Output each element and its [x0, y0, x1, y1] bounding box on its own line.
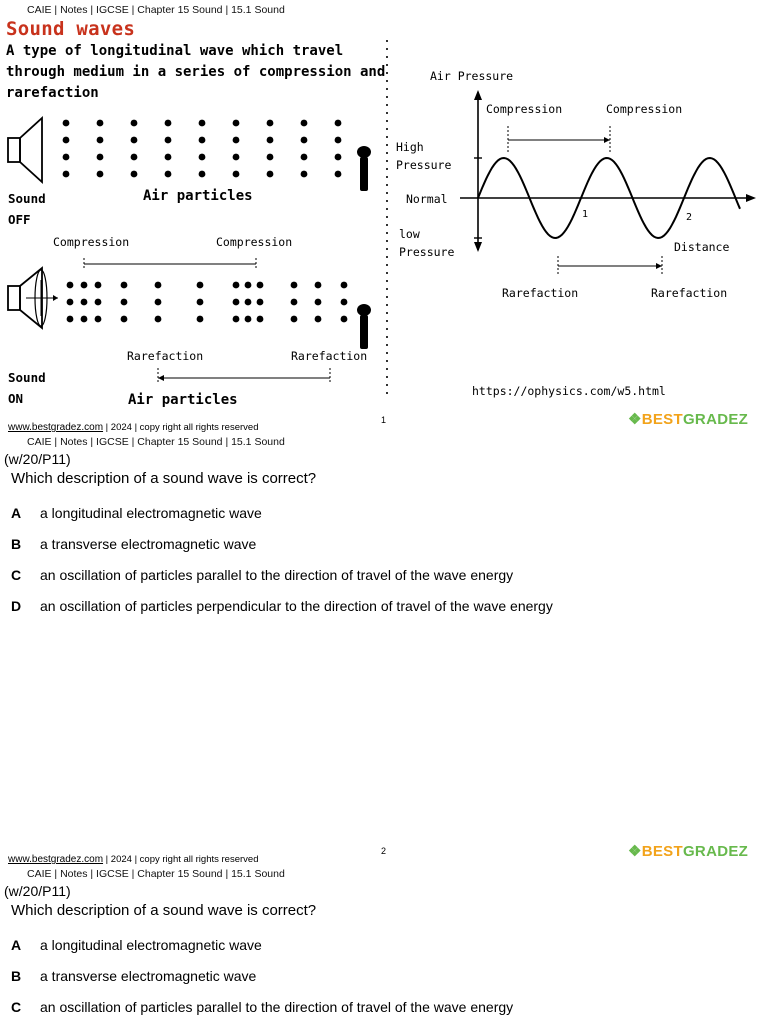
option-d-letter: D	[11, 598, 22, 614]
option-b-letter-3: B	[11, 968, 22, 984]
air-particle	[315, 316, 322, 323]
air-particle	[121, 282, 128, 289]
page2-footer	[8, 849, 258, 867]
footer-copyright-2: | 2024 | copy right all rights reserved	[103, 854, 259, 865]
air-particle	[291, 282, 298, 289]
air-particle	[131, 120, 138, 127]
air-particle	[199, 171, 206, 178]
page-title: Sound waves	[6, 18, 136, 40]
particles-off	[63, 120, 342, 178]
air-particle	[257, 299, 264, 306]
air-particle	[267, 137, 274, 144]
page-number-1: 1	[381, 415, 387, 425]
air-particle	[291, 316, 298, 323]
page-number-2: 2	[381, 846, 387, 856]
option-a-letter: A	[11, 505, 22, 521]
air-particle	[301, 171, 308, 178]
option-c-letter-3: C	[11, 999, 22, 1015]
air-particle	[97, 171, 104, 178]
speaker-on-icon	[8, 268, 58, 328]
air-particle	[63, 120, 70, 127]
air-particle	[245, 299, 252, 306]
air-particle	[97, 120, 104, 127]
option-b-text-3[interactable]: a transverse electromagnetic wave	[40, 968, 257, 984]
air-particle	[233, 154, 240, 161]
air-particle	[245, 316, 252, 323]
air-particles-label-top: Air particles	[143, 188, 253, 204]
air-particle	[131, 171, 138, 178]
air-particle	[95, 316, 102, 323]
wave-rarefaction-label-1: Rarefaction	[502, 286, 579, 300]
air-particle	[233, 137, 240, 144]
air-particle	[315, 299, 322, 306]
longitudinal-diagram	[0, 110, 384, 410]
air-particle	[315, 282, 322, 289]
air-particle	[63, 137, 70, 144]
air-particle	[233, 299, 240, 306]
normal-label: Normal	[406, 192, 448, 206]
page3-header: CAIE | Notes | IGCSE | Chapter 15 Sound | 15.1 Sound	[27, 868, 285, 880]
air-particle	[197, 299, 204, 306]
footer-site-link-2[interactable]: www.bestgradez.com	[8, 854, 104, 865]
question-text: Which description of a sound wave is correct?	[11, 470, 317, 487]
distance-axis-label: Distance	[674, 240, 730, 254]
air-particle	[301, 120, 308, 127]
microphone-bottom-icon	[357, 304, 371, 349]
sound-off-label-2: OFF	[8, 212, 31, 227]
particles-on	[67, 282, 348, 323]
high-pressure-label-2: Pressure	[396, 158, 452, 172]
air-particle	[63, 154, 70, 161]
bestgradez-logo-2: ❖BESTGRADEZ	[628, 843, 749, 860]
wave-marker-2: 2	[686, 212, 693, 223]
air-particle	[335, 137, 342, 144]
air-particle	[335, 171, 342, 178]
air-particle	[121, 299, 128, 306]
air-particle	[67, 282, 74, 289]
low-pressure-label-1: low	[399, 227, 420, 241]
sound-on-label-1: Sound	[8, 370, 46, 385]
air-particle	[257, 316, 264, 323]
air-particle	[81, 282, 88, 289]
logo-mark-icon-2: ❖	[628, 843, 642, 860]
air-particle	[335, 154, 342, 161]
air-pressure-axis-label: Air Pressure	[430, 69, 514, 83]
sound-off-label-1: Sound	[8, 191, 46, 206]
logo-mark-icon: ❖	[628, 411, 642, 428]
air-particles-label-bottom: Air particles	[128, 392, 238, 408]
option-c-text-3[interactable]: an oscillation of particles parallel to the direction of travel of the wave energy	[40, 999, 514, 1015]
option-a-text-3[interactable]: a longitudinal electromagnetic wave	[40, 937, 262, 953]
air-particle	[267, 120, 274, 127]
air-particle	[165, 137, 172, 144]
low-pressure-label-2: Pressure	[399, 245, 455, 259]
option-b-letter: B	[11, 536, 22, 552]
air-particle	[155, 282, 162, 289]
air-particle	[233, 120, 240, 127]
compression-label-2: Compression	[216, 235, 293, 249]
option-c-text[interactable]: an oscillation of particles parallel to the direction of travel of the wave energy	[40, 567, 514, 583]
air-particle	[267, 171, 274, 178]
footer-site-link[interactable]: www.bestgradez.com	[8, 422, 104, 433]
air-particle	[81, 316, 88, 323]
rarefaction-label-2: Rarefaction	[291, 349, 368, 363]
wave-compression-label-1: Compression	[486, 102, 563, 116]
page1-header: CAIE | Notes | IGCSE | Chapter 15 Sound | 15.1 Sound	[27, 4, 285, 16]
air-particle	[291, 299, 298, 306]
air-particle	[199, 137, 206, 144]
bestgradez-logo-1: ❖BESTGRADEZ	[628, 411, 749, 428]
air-particle	[155, 299, 162, 306]
air-particle	[199, 120, 206, 127]
air-particle	[81, 299, 88, 306]
option-a-text[interactable]: a longitudinal electromagnetic wave	[40, 505, 262, 521]
air-particle	[197, 282, 204, 289]
air-particle	[257, 282, 264, 289]
air-particle	[301, 154, 308, 161]
air-particle	[97, 154, 104, 161]
footer-copyright: | 2024 | copy right all rights reserved	[103, 422, 259, 433]
air-particle	[341, 299, 348, 306]
air-particle	[131, 137, 138, 144]
speaker-off-icon	[8, 118, 42, 182]
air-particle	[121, 316, 128, 323]
wave-compression-label-2: Compression	[606, 102, 683, 116]
air-particle	[233, 282, 240, 289]
air-particle	[233, 316, 240, 323]
air-particle	[155, 316, 162, 323]
air-particle	[245, 282, 252, 289]
question-text-3: Which description of a sound wave is correct?	[11, 902, 317, 919]
question-code-3: (w/20/P11)	[4, 883, 71, 899]
air-particle	[95, 299, 102, 306]
question-code: (w/20/P11)	[4, 451, 71, 467]
air-particle	[233, 171, 240, 178]
compression-label-1: Compression	[53, 235, 130, 249]
air-particle	[341, 282, 348, 289]
ophysics-link[interactable]: https://ophysics.com/w5.html	[472, 384, 666, 398]
air-particle	[165, 154, 172, 161]
air-particle	[335, 120, 342, 127]
air-particle	[267, 154, 274, 161]
air-particle	[165, 120, 172, 127]
page2-header: CAIE | Notes | IGCSE | Chapter 15 Sound | 15.1 Sound	[27, 436, 285, 448]
air-particle	[131, 154, 138, 161]
sound-on-label-2: ON	[8, 391, 24, 406]
air-particle	[165, 171, 172, 178]
microphone-top-icon	[357, 146, 371, 191]
air-particle	[67, 299, 74, 306]
option-a-letter-3: A	[11, 937, 22, 953]
air-particle	[341, 316, 348, 323]
page1-footer	[8, 417, 258, 435]
air-particle	[199, 154, 206, 161]
air-particle	[63, 171, 70, 178]
option-c-letter: C	[11, 567, 22, 583]
wave-marker-1: 1	[582, 209, 589, 220]
option-b-text[interactable]: a transverse electromagnetic wave	[40, 536, 257, 552]
air-particle	[301, 137, 308, 144]
air-particle	[97, 137, 104, 144]
air-particle	[67, 316, 74, 323]
high-pressure-label-1: High	[396, 140, 424, 154]
air-particle	[95, 282, 102, 289]
air-particle	[197, 316, 204, 323]
intro-text: A type of longitudinal wave which travel through medium in a series of compression and rarefaction	[6, 43, 386, 101]
wave-rarefaction-label-2: Rarefaction	[651, 286, 728, 300]
option-d-text[interactable]: an oscillation of particles perpendicular to the direction of travel of the wave energy	[40, 598, 553, 614]
rarefaction-label-1: Rarefaction	[127, 349, 204, 363]
